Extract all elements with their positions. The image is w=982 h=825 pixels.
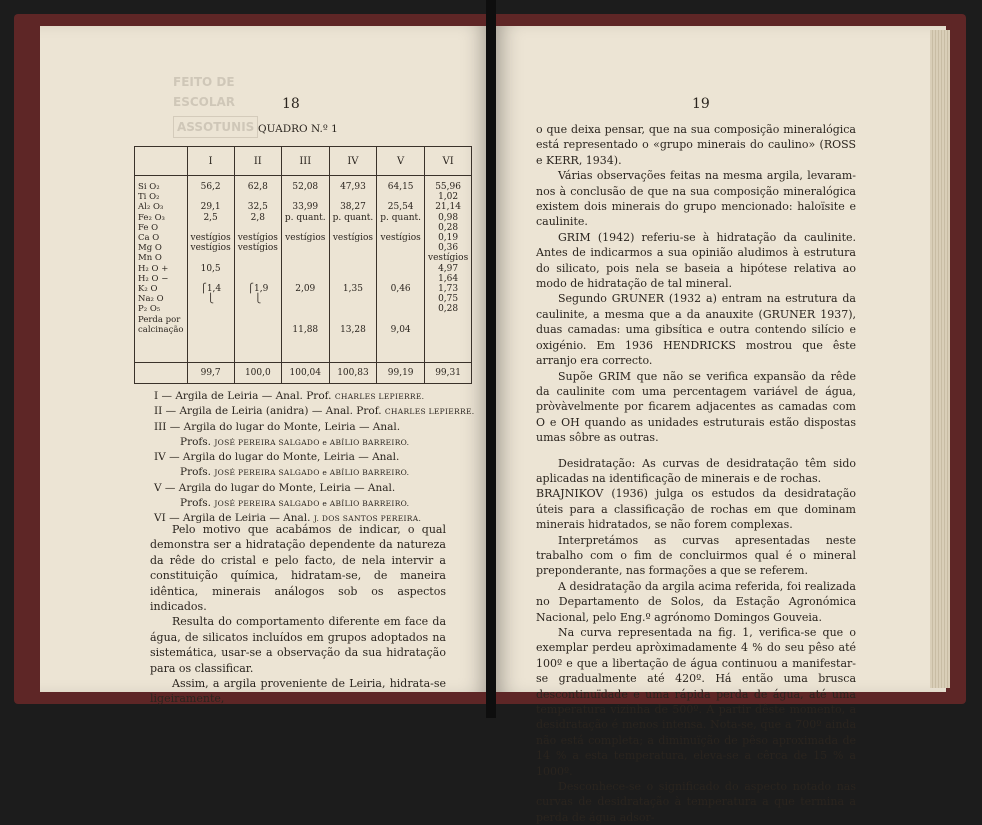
total-cell — [135, 363, 188, 384]
total-cell: 100,0 — [234, 363, 281, 384]
page-number-left: 18 — [282, 96, 300, 112]
paragraph: A desidratação da argila acima referida, foi realizada no Departamento de Solos, da Estação Agronómica Nacional, pelo Eng.º agrónomo Domingos Gouveia. — [536, 579, 856, 624]
library-stamp — [173, 72, 269, 134]
book-spine — [486, 0, 496, 718]
table-title: QUADRO N.º 1 — [258, 123, 338, 135]
chemical-analysis-table — [134, 146, 472, 384]
total-cell: 100,04 — [281, 363, 329, 384]
column-II-values: 62,8 32,5 2,8 vestígios vestígios ⎧1,9 ⎩ — [234, 176, 281, 363]
header-cell: III — [281, 147, 329, 176]
paragraph: Pelo motivo que acabámos de indicar, o qual demonstra ser a hidratação dependente da natureza da rêde do cristal e pelo facto, de nela intervir a constituição química, hidratam-se, de maneira idêntica, minerais análogos sob os aspectos indicados. — [150, 523, 446, 614]
paragraph: Desidratação: As curvas de desidratação têm sido aplicadas na identificação de minerais e de rochas. — [536, 456, 856, 485]
page-number-right: 19 — [692, 96, 710, 112]
total-cell: 100,83 — [329, 363, 377, 384]
column-V-values: 64,15 25,54 p. quant. vestígios 0,46 9,04 — [377, 176, 425, 363]
header-cell: II — [234, 147, 281, 176]
paragraph: Interpretámos as curvas apresentadas neste trabalho com o fim de concluirmos qual é o mineral preponderante, nas formações a que se referem. — [536, 533, 856, 578]
paragraph: Supõe GRIM que não se verifica expansão da rêde da caulinite com uma percentagem variável de água, pròvàvelmente por ficarem adjacentes as camadas com O e OH quando as unidades estruturais estão dispostas umas sôbre as outras. — [536, 369, 856, 445]
header-cell: I — [187, 147, 234, 176]
paragraph: Assim, a argila proveniente de Leiria, hidrata-se ligeiramente, — [150, 677, 446, 706]
header-cell — [135, 147, 188, 176]
legend-line: IV — Argila do lugar do Monte, Leiria — Anal. — [154, 451, 400, 464]
legend-line: I — Argila de Leiria — Anal. Prof. CHARLES LEPIERRE. — [154, 390, 425, 402]
column-I-values: 56,2 29,1 2,5 vestígios vestígios 10,5 ⎧1,4 ⎩ — [187, 176, 234, 363]
total-cell: 99,7 — [187, 363, 234, 384]
paragraph: Na curva representada na fig. 1, verifica-se que o exemplar perdeu apròximadamente 4 % do seu pêso até 100º e que a libertação de água continuou a manifestar-se gradualmente até 420º. Há então uma brusca descontinuïdade e uma rápida perda de água, até uma temperatura vizinha de 500º. A partir dêste momento, a desidratação é menos intensa. Nota-se, que a 700º ainda não está completa; a diminuïção de pêso aproximada de 14 % a esta temperatura, eleva-se a cêrca de 15 % a 1000º. — [536, 626, 856, 778]
right-body-text — [536, 122, 856, 825]
column-III-values: 52,08 33,99 p. quant. vestígios 2,09 11,88 — [281, 176, 329, 363]
header-cell: IV — [329, 147, 377, 176]
table-header-row — [135, 147, 472, 176]
paragraph: Várias observações feitas na mesma argila, levaram-nos à conclusão de que na sua composição mineralógica existem dois minerais do grupo mencionado: haloïsite e caulinite. — [536, 169, 856, 229]
stamp-line-2: ASSOTUNIS — [173, 116, 258, 138]
stamp-line-1: FEITO DE ESCOLAR — [173, 75, 236, 109]
legend-line: Profs. JOSÉ PEREIRA SALGADO e ABÍLIO BARREIRO. — [180, 435, 410, 448]
table-body-row — [135, 176, 472, 363]
table-totals-row — [135, 363, 472, 384]
total-cell: 99,19 — [377, 363, 425, 384]
column-VI-values: 55,96 1,02 21,14 0,98 0,28 0,19 0,36 vestígios 4,97 1,64 1,73 0,75 0,28 — [424, 176, 471, 363]
legend-line: III — Argila do lugar do Monte, Leiria — Anal. — [154, 420, 401, 433]
left-body-text — [150, 522, 446, 707]
legend-line: V — Argila do lugar do Monte, Leiria — Anal. — [154, 481, 396, 494]
legend-line: VI — Argila de Leiria — Anal. J. DOS SANTOS PEREIRA. — [154, 512, 422, 525]
legend-line: Profs. JOSÉ PEREIRA SALGADO e ABÍLIO BARREIRO. — [180, 466, 410, 479]
paragraph: Desconhece-se o significado do aspecto notado nas curvas de desidratação à temperatura a que termina a perda de água adsor- — [536, 780, 856, 824]
legend-line: II — Argila de Leiria (anidra) — Anal. Prof. CHARLES LEPIERRE. — [154, 405, 475, 418]
page-edges — [930, 30, 950, 688]
paragraph: Resulta do comportamento diferente em face da água, de silicatos incluídos em grupos adoptados na sistemática, usar-se a observação da sua hidratação para os classificar. — [150, 615, 446, 675]
header-cell: VI — [424, 147, 471, 176]
paragraph: Segundo GRUNER (1932 a) entram na estrutura da caulinite, a mesma que a da anauxite (GRUNER 1937), duas camadas: uma gibsítica e outra contendo silício e oxigénio. Em 1936 HENDRICKS mostrou que êste arranjo era correcto. — [536, 292, 856, 368]
paragraph: BRAJNIKOV (1936) julga os estudos da desidratação úteis para a classificação de rochas em que dominam minerais hidratados, se não forem complexas. — [536, 487, 856, 532]
total-cell: 99,31 — [424, 363, 471, 384]
legend-line: Profs. JOSÉ PEREIRA SALGADO e ABÍLIO BARREIRO. — [180, 497, 410, 510]
paragraph: o que deixa pensar, que na sua composição mineralógica está representado o «grupo minerais do caulino» (ROSS e KERR, 1934). — [536, 123, 856, 167]
table-legend — [154, 389, 474, 527]
header-cell: V — [377, 147, 425, 176]
paragraph: GRIM (1942) referiu-se à hidratação da caulinite. Antes de indicarmos a sua opinião aludimos à estrutura do silicato, pois nela se baseia a hipótese relativa ao modo de hidratação de tal mineral. — [536, 230, 856, 291]
row-labels: Si O₂ Ti O₂ Al₂ O₃ Fe₂ O₃ Fe O Ca O Mg O Mn O H₂ O + H₂ O − K₂ O Na₂ O P₂ O₅ Perda por calcinação — [135, 176, 188, 363]
column-IV-values: 47,93 38,27 p. quant. vestígios 1,35 13,28 — [329, 176, 377, 363]
